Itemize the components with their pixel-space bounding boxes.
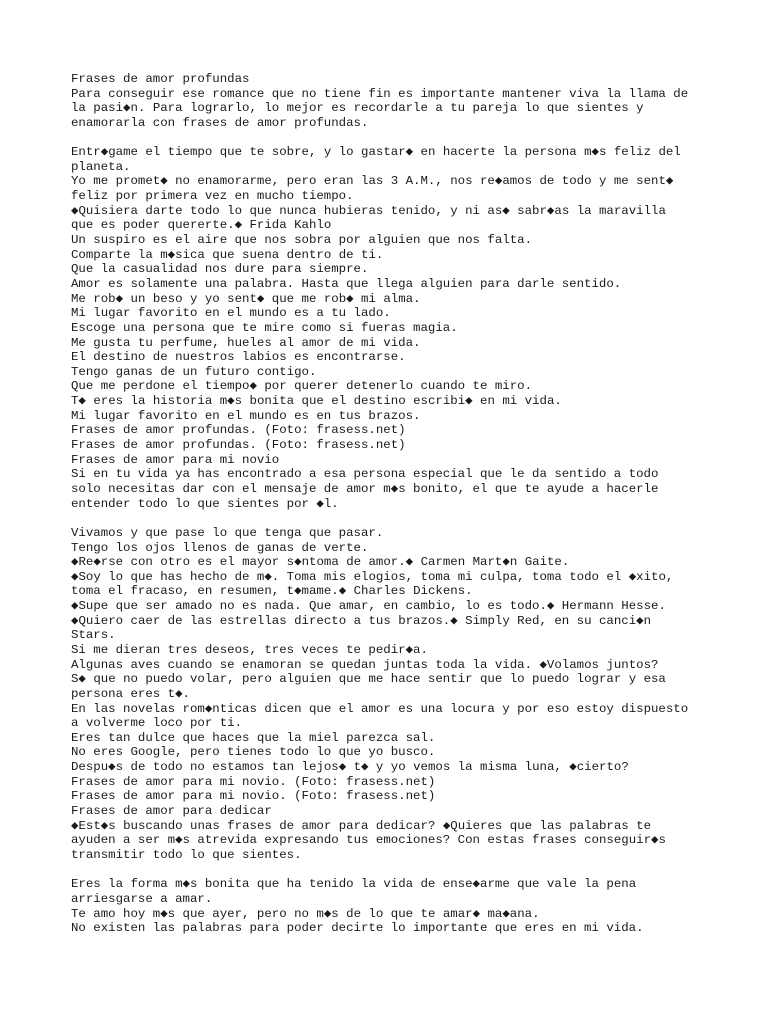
text-line: a volverme loco por ti.: [71, 716, 243, 731]
text-line: Si en tu vida ya has encontrado a esa persona especial que le da sentido a todo: [71, 467, 659, 482]
text-line: Mi lugar favorito en el mundo es a tu lado.: [71, 306, 391, 321]
text-line: Me rob◆ un beso y yo sent◆ que me rob◆ mi alma.: [71, 291, 421, 306]
text-line: Frases de amor para mi novio. (Foto: frasess.net): [71, 789, 436, 804]
text-line: enamorarla con frases de amor profundas.: [71, 115, 369, 130]
text-line: ◆Quiero caer de las estrellas directo a tus brazos.◆ Simply Red, en su canci◆n: [71, 613, 652, 628]
text-line: Yo me promet◆ no enamorarme, pero eran las 3 A.M., nos re◆amos de todo y me sent◆: [71, 174, 674, 189]
text-line: T◆ eres la historia m◆s bonita que el destino escribi◆ en mi vida.: [71, 394, 562, 409]
text-line: ◆Supe que ser amado no es nada. Que amar, en cambio, lo es todo.◆ Hermann Hesse.: [71, 599, 666, 614]
text-line: solo necesitas dar con el mensaje de amor m◆s bonito, el que te ayude a hacerle: [71, 481, 659, 496]
text-line: Frases de amor para dedicar: [71, 804, 272, 819]
text-line: Comparte la m◆sica que suena dentro de ti.: [71, 247, 384, 262]
text-line: Frases de amor profundas. (Foto: frasess.net): [71, 423, 406, 438]
text-line: Frases de amor profundas: [71, 72, 250, 86]
text-line: No existen las palabras para poder decirte lo importante que eres en mi vida.: [71, 921, 644, 936]
text-line: Si me dieran tres deseos, tres veces te pedir◆a.: [71, 642, 428, 657]
text-line: Vivamos y que pase lo que tenga que pasar.: [71, 525, 384, 540]
text-line: Frases de amor para mi novio: [71, 452, 280, 467]
text-line: Te amo hoy m◆s que ayer, pero no m◆s de lo que te amar◆ ma◆ana.: [71, 906, 540, 921]
text-line: Eres tan dulce que haces que la miel parezca sal.: [71, 730, 436, 745]
text-line: Stars.: [71, 628, 116, 643]
text-line: Que me perdone el tiempo◆ por querer detenerlo cuando te miro.: [71, 379, 533, 394]
text-line: arriesgarse a amar.: [71, 891, 213, 906]
text-line: Eres la forma m◆s bonita que ha tenido la vida de ense◆arme que vale la pena: [71, 877, 637, 892]
text-line: ◆Quisiera darte todo lo que nunca hubieras tenido, y ni as◆ sabr◆as la maravilla: [71, 203, 666, 218]
text-line: Algunas aves cuando se enamoran se quedan juntas toda la vida. ◆Volamos juntos?: [71, 657, 659, 672]
text-line: Tengo los ojos llenos de ganas de verte.: [71, 540, 369, 555]
text-line: Mi lugar favorito en el mundo es en tus brazos.: [71, 408, 421, 423]
text-line: Para conseguir ese romance que no tiene fin es importante mantener viva la llama de: [71, 86, 689, 101]
blank-line: [71, 131, 711, 146]
text-line: En las novelas rom◆nticas dicen que el amor es una locura y por eso estoy dispuesto: [71, 701, 689, 716]
text-line: S◆ que no puedo volar, pero alguien que me hace sentir que lo puedo lograr y esa: [71, 672, 666, 687]
text-line: Me gusta tu perfume, hueles al amor de mi vida.: [71, 335, 421, 350]
text-line: Amor es solamente una palabra. Hasta que llega alguien para darle sentido.: [71, 276, 622, 291]
text-line: Frases de amor para mi novio. (Foto: frasess.net): [71, 774, 436, 789]
text-line: persona eres t◆.: [71, 686, 190, 701]
text-line: toma el fracaso, en resumen, t◆mame.◆ Charles Dickens.: [71, 584, 473, 599]
blank-line: [71, 863, 711, 878]
text-line: transmitir todo lo que sientes.: [71, 847, 302, 862]
text-line: Despu◆s de todo no estamos tan lejos◆ t◆ y yo vemos la misma luna, ◆cierto?: [71, 760, 629, 775]
text-line: feliz por primera vez en mucho tiempo.: [71, 189, 354, 204]
text-line: que es poder quererte.◆ Frida Kahlo: [71, 218, 332, 233]
text-line: Un suspiro es el aire que nos sobra por alguien que nos falta.: [71, 233, 533, 248]
document-page: [71, 72, 711, 936]
text-line: ◆Re◆rse con otro es el mayor s◆ntoma de amor.◆ Carmen Mart◆n Gaite.: [71, 555, 570, 570]
text-line: Frases de amor profundas. (Foto: frasess.net): [71, 438, 406, 453]
text-line: Escoge una persona que te mire como si fueras magia.: [71, 320, 458, 335]
blank-line: [71, 511, 711, 526]
text-line: Tengo ganas de un futuro contigo.: [71, 364, 317, 379]
text-line: planeta.: [71, 159, 131, 174]
text-line: ayuden a ser m◆s atrevida expresando tus emociones? Con estas frases conseguir◆s: [71, 833, 666, 848]
text-line: ◆Est◆s buscando unas frases de amor para dedicar? ◆Quieres que las palabras te: [71, 818, 652, 833]
text-line: Entr◆game el tiempo que te sobre, y lo gastar◆ en hacerte la persona m◆s feliz del: [71, 145, 681, 160]
text-line: El destino de nuestros labios es encontrarse.: [71, 350, 406, 365]
text-line: Que la casualidad nos dure para siempre.: [71, 262, 369, 277]
text-line: ◆Soy lo que has hecho de m◆. Toma mis elogios, toma mi culpa, toma todo el ◆xito,: [71, 569, 674, 584]
text-line: la pasi◆n. Para lograrlo, lo mejor es recordarle a tu pareja lo que sientes y: [71, 101, 644, 116]
text-line: No eres Google, pero tienes todo lo que yo busco.: [71, 745, 436, 760]
text-line: entender todo lo que sientes por ◆l.: [71, 496, 339, 511]
